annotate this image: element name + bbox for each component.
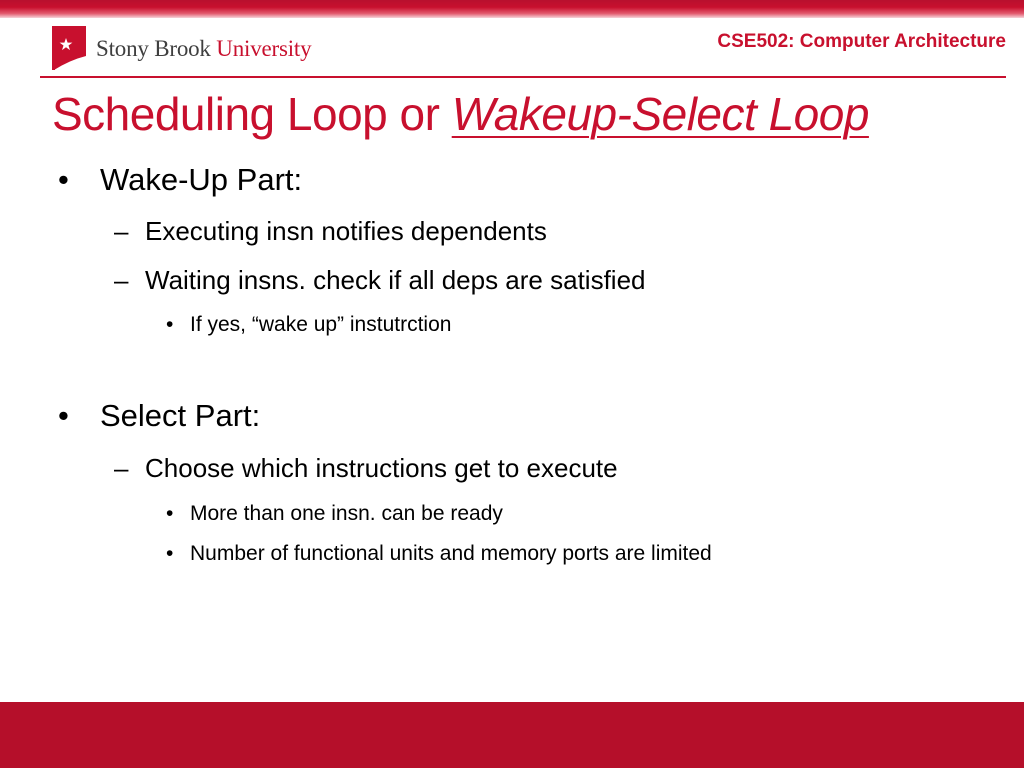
sub-bullet-choose: Choose which instructions get to execute xyxy=(145,453,618,483)
detail-functional-units: Number of functional units and memory ports are limited xyxy=(190,542,712,565)
sub-bullet-waiting: Waiting insns. check if all deps are satisfied xyxy=(145,265,646,295)
sub-bullet-executing: Executing insn notifies dependents xyxy=(145,216,547,246)
course-title: CSE502: Computer Architecture xyxy=(717,31,1006,52)
bullet-select-part: Select Part: xyxy=(100,398,261,433)
logo-university: University xyxy=(216,36,312,61)
detail-more-than-one: More than one insn. can be ready xyxy=(190,502,503,525)
bullet-marker: • xyxy=(166,542,174,565)
slide-title-plain: Scheduling Loop or xyxy=(52,88,452,140)
bullet-marker: • xyxy=(58,162,69,197)
bullet-wakeup-part: Wake-Up Part: xyxy=(100,162,303,197)
logo-name: Stony Brook xyxy=(96,36,211,61)
bullet-marker: • xyxy=(58,398,69,433)
dash-marker: – xyxy=(114,265,129,295)
dash-marker: – xyxy=(114,216,129,246)
detail-wake-up: If yes, “wake up” instutrction xyxy=(190,313,452,336)
bullet-marker: • xyxy=(166,313,174,336)
dash-marker: – xyxy=(114,453,129,483)
slide-title-emphasis: Wakeup-Select Loop xyxy=(451,88,869,140)
footer-bar xyxy=(0,702,1024,768)
bullet-marker: • xyxy=(166,502,174,525)
